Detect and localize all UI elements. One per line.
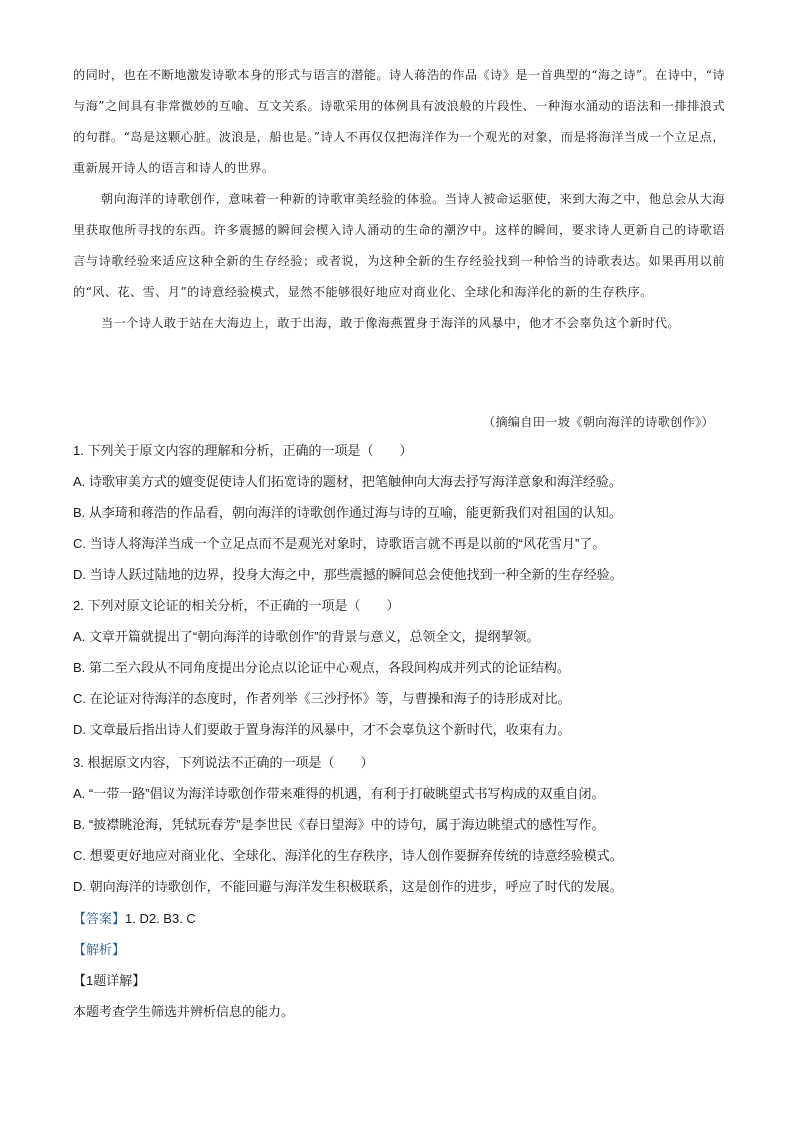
analysis-text: 本题考查学生筛选并辨析信息的能力。 xyxy=(73,1004,295,1019)
question-3-option-a: A. “一带一路”倡议为海洋诗歌创作带来难得的机遇，有利于打破眺望式书写构成的双重自闭。 xyxy=(73,786,605,801)
question-2-option-b: B. 第二至六段从不同角度提出分论点以论证中心观点，各段间构成并列式的论证结构。 xyxy=(73,660,570,675)
question-3-stem: 3. 根据原文内容，下列说法不正确的一项是（ ） xyxy=(73,755,374,770)
analysis-label: 【解析】 xyxy=(73,942,126,957)
passage xyxy=(73,60,725,339)
passage-paragraph-2: 朝向海洋的诗歌创作，意味着一种新的诗歌审美经验的体验。当诗人被命运驱使，来到大海之中，他总会从大海里获取他所寻找的东西。许多震撼的瞬间会楔入诗人涌动的生命的潮汐中。这样的瞬间，要求诗人更新自己的诗歌语言与诗歌经验来适应这种全新的生存经验；或者说，为这种全新的生存经验找到一种恰当的诗歌表达。如果再用以前的“风、花、雪、月”的诗意经验模式，显然不能够很好地应对商业化、全球化和海洋化的新的生存秩序。 xyxy=(73,192,725,299)
question-1-option-b: B. 从李琦和蒋浩的作品看，朝向海洋的诗歌创作通过海与诗的互喻，能更新我们对祖国的认知。 xyxy=(73,505,622,520)
question-2-option-a: A. 文章开篇就提出了“朝向海洋的诗歌创作”的背景与意义，总领全文，提纲挈领。 xyxy=(73,629,540,644)
question-1-option-a: A. 诗歌审美方式的嬗变促使诗人们拓宽诗的题材，把笔触伸向大海去抒写海洋意象和海洋经验。 xyxy=(73,474,622,489)
question-2-option-d: D. 文章最后指出诗人们要敢于置身海洋的风暴中，才不会辜负这个新时代，收束有力。 xyxy=(73,722,571,737)
analysis-detail-label: 【1题详解】 xyxy=(73,973,146,988)
question-3-option-d: D. 朝向海洋的诗歌创作，不能回避与海洋发生积极联系，这是创作的进步，呼应了时代的发展。 xyxy=(73,879,623,894)
answer-line xyxy=(73,909,733,929)
question-1-stem: 1. 下列关于原文内容的理解和分析，正确的一项是（ ） xyxy=(73,443,413,458)
answer-value: 1. D2. B3. C xyxy=(125,911,196,926)
passage-paragraph-1: 的同时，也在不断地激发诗歌本身的形式与语言的潜能。诗人蒋浩的作品《诗》是一首典型的“海之诗”。在诗中，“诗与海”之间具有非常微妙的互喻、互文关系。诗歌采用的体例具有波浪般的片段性、一种海水涌动的语法和一排排浪式的句群。“岛是这颗心脏。波浪是，船也是。”诗人不再仅仅把海洋作为一个观光的对象，而是将海洋当成一个立足点，重新展开诗人的语言和诗人的世界。 xyxy=(73,68,725,175)
question-2-stem: 2. 下列对原文论证的相关分析，不正确的一项是（ ） xyxy=(73,598,400,613)
question-2-option-c: C. 在论证对待海洋的态度时，作者列举《三沙抒怀》等，与曹操和海子的诗形成对比。 xyxy=(73,691,571,706)
answer-label: 【答案】 xyxy=(73,911,126,926)
question-1-option-d: D. 当诗人跃过陆地的边界，投身大海之中，那些震撼的瞬间总会使他找到一种全新的生存经验。 xyxy=(73,567,623,582)
question-1-option-c: C. 当诗人将海洋当成一个立足点而不是观光对象时，诗歌语言就不再是以前的“风花雪月”了。 xyxy=(73,536,606,551)
passage-paragraph-3: 当一个诗人敢于站在大海边上，敢于出海，敢于像海燕置身于海洋的风暴中，他才不会辜负这个新时代。 xyxy=(101,316,681,330)
passage-source: （摘编自田一坡《朝向海洋的诗歌创作》） xyxy=(482,415,714,429)
question-3-option-c: C. 想要更好地应对商业化、全球化、海洋化的生存秩序，诗人创作要摒弃传统的诗意经验模式。 xyxy=(73,848,623,863)
question-3-option-b: B. “披襟眺沧海，凭轼玩春芳”是李世民《春日望海》中的诗句，属于海边眺望式的感性写作。 xyxy=(73,817,605,832)
